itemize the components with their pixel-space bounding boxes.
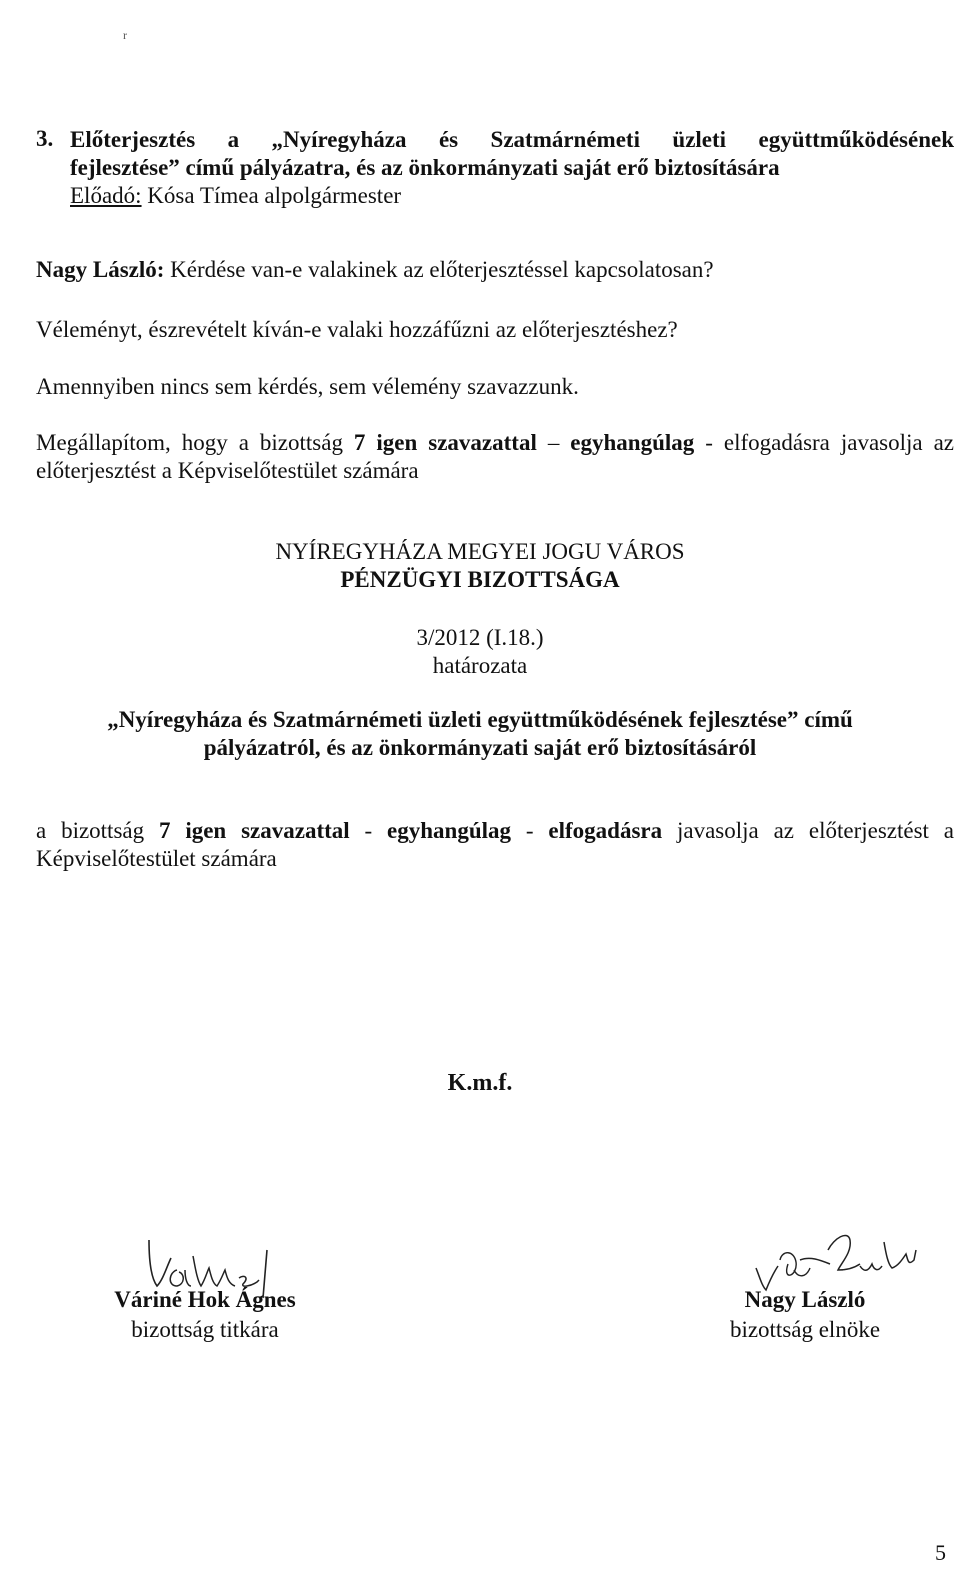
agenda-item-number: 3. [36, 126, 54, 151]
committee-name-line1: NYÍREGYHÁZA MEGYEI JOGU VÁROS [275, 539, 685, 564]
resolution-title-line2: pályázatról, és az önkormányzati saját erő biztosításáról [203, 735, 757, 760]
resolution-word: határozata [432, 653, 528, 678]
resolution-unanimous: egyhangúlag [387, 818, 512, 843]
resolution-number: 3/2012 (I.18.) [416, 625, 544, 650]
speaker-name: Nagy László: [36, 257, 165, 282]
vote-call: Amennyiben nincs sem kérdés, sem vélemény szavazzunk. [36, 374, 579, 399]
declaration-dash: – [536, 430, 571, 455]
committee-name-line2: PÉNZÜGYI BIZOTTSÁGA [340, 567, 620, 592]
declaration-line2: előterjesztést a Képviselőtestület számára [36, 458, 419, 483]
declaration-vote-count: 7 igen szavazattal [353, 430, 537, 455]
resolution-body-rest: javasolja az előterjesztést a [662, 818, 954, 843]
chair-question [36, 256, 714, 284]
resolution-body-prefix: a bizottság [36, 818, 159, 843]
scan-artifact: r [123, 28, 127, 42]
secretary-role: bizottság titkára [131, 1317, 279, 1342]
declaration-prefix: Megállapítom, hogy a bizottság [36, 430, 354, 455]
resolution-vote-count: 7 igen szavazattal [158, 818, 350, 843]
presenter-name: Kósa Tímea alpolgármester [141, 183, 402, 208]
resolution-accept: elfogadásra [548, 818, 663, 843]
chair-role: bizottság elnöke [729, 1317, 881, 1342]
chair-name: Nagy László [744, 1287, 866, 1312]
secretary-name: Váriné Hok Ágnes [114, 1287, 296, 1312]
kmf-label: K.m.f. [447, 1070, 513, 1096]
resolution-body-line1 [36, 817, 954, 845]
declaration-unanimous: egyhangúlag [570, 430, 695, 455]
question-text: Kérdése van-e valakinek az előterjesztéssel kapcsolatosan? [164, 257, 714, 282]
opinion-request: Véleményt, észrevételt kíván-e valaki hozzáfűzni az előterjesztéshez? [36, 317, 678, 342]
resolution-body-line2: Képviselőtestület számára [36, 846, 277, 871]
agenda-item-title-line1: Előterjesztés a „Nyíregyháza és Szatmárnémeti üzleti együttműködésének [70, 127, 954, 152]
page-number: 5 [935, 1540, 946, 1565]
resolution-dash-2: - [511, 818, 549, 843]
declaration-line1 [36, 429, 954, 457]
declaration-rest: - elfogadásra javasolja az [694, 430, 954, 455]
presenter-label: Előadó: [70, 183, 142, 208]
presenter-line [70, 182, 401, 210]
resolution-dash-1: - [349, 818, 388, 843]
resolution-title-line1: „Nyíregyháza és Szatmárnémeti üzleti együttműködésének fejlesztése” című [107, 707, 853, 732]
agenda-item-title-line2: fejlesztése” című pályázatra, és az önkormányzati saját erő biztosítására [70, 155, 780, 180]
